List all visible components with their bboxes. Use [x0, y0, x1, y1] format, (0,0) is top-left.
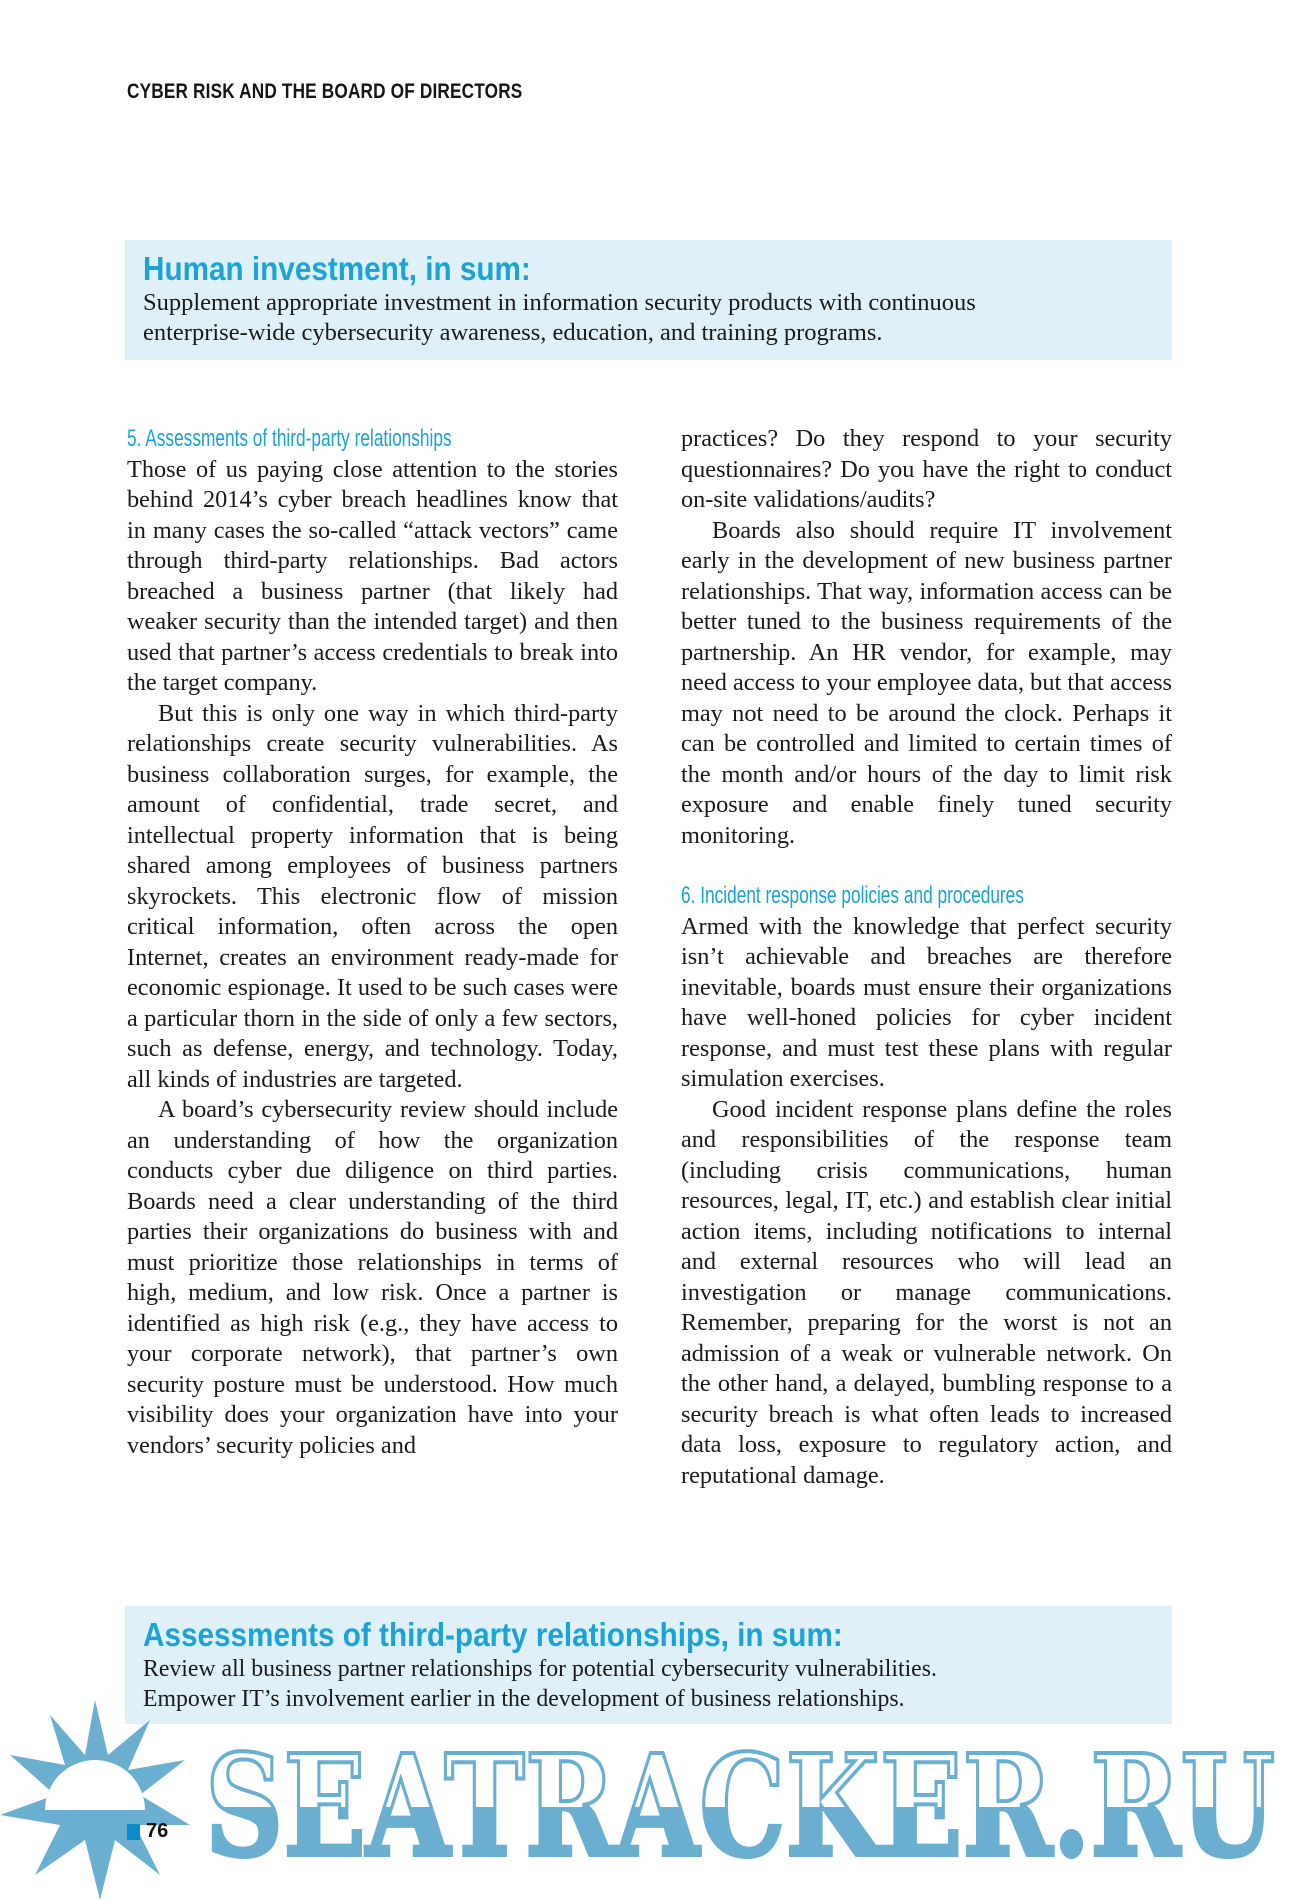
summary-line: enterprise-wide cybersecurity awareness, education, and training programs. [143, 319, 883, 346]
summary-box-title: Assessments of third-party relationships, in sum: [143, 1616, 843, 1653]
summary-line: Review all business partner relationships for potential cybersecurity vulnerabilities. [143, 1655, 937, 1682]
watermark-text: SEATRACKER.RU [205, 1725, 1275, 1889]
paragraph: practices? Do they respond to your security questionnaires? Do you have the right to conduct on-site validations/audits? [681, 425, 1172, 513]
paragraph: A board’s cybersecurity review should include an understanding of how the organization conducts cyber due diligence on third parties. Boards need a clear understanding of the third parties their organizations do business with and must prioritize those relationships in terms of high, medium, and low risk. Once a partner is identified as high risk (e.g., they have access to your corporate network), that partner’s own security posture must be understood. How much visibility does your organization have into your vendors’ security policies and [127, 1096, 618, 1459]
summary-line: Supplement appropriate investment in information security products with continuous [143, 289, 976, 316]
paragraph: But this is only one way in which third-party relationships create security vulnerabilities. As business collaboration surges, for example, the amount of confidential, trade secret, and intellectual property information that is being shared among employees of business partners skyrockets. This electronic flow of mission critical information, often across the open Internet, creates an environment ready-made for economic espionage. It used to be such cases were a particular thorn in the side of only a few sectors, such as defense, energy, and technology. Today, all kinds of industries are targeted. [127, 699, 618, 1093]
page-number-text: 76 [146, 1820, 169, 1842]
watermark-logo [0, 1700, 1300, 1900]
summary-box-human-investment [125, 240, 1172, 360]
paragraph: Boards also should require IT involvement early in the development of new business partner relationships. That way, information access can be better tuned to the business requirements of the partnership. An HR vendor, for example, may need access to your employee data, but that access may not need to be around the clock. Perhaps it can be controlled and limited to certain times of the month and/or hours of the day to limit risk exposure and enable finely tuned security monitoring. [681, 516, 1172, 849]
page-number [127, 1820, 168, 1843]
left-column [127, 424, 618, 1461]
section-heading-6: 6. Incident response policies and procedures [681, 882, 1024, 909]
page-marker-icon [127, 1824, 140, 1840]
paragraph: Armed with the knowledge that perfect security isn’t achievable and breaches are therefore inevitable, boards must ensure their organizations have well-honed policies for cyber incident response, and must test these plans with regular simulation exercises. [681, 912, 1172, 1092]
paragraph: Those of us paying close attention to the stories behind 2014’s cyber breach headlines know that in many cases the so-called “attack vectors” came through third-party relationships. Bad actors breached a business partner (that likely had weaker security than the intended target) and then used that partner’s access credentials to break into the target company. [127, 455, 618, 696]
section-heading-5: 5. Assessments of third-party relationships [127, 425, 452, 452]
right-column [681, 424, 1172, 1491]
running-head: CYBER RISK AND THE BOARD OF DIRECTORS [127, 80, 523, 103]
summary-line: Empower IT’s involvement earlier in the development of business relationships. [143, 1685, 905, 1712]
paragraph: Good incident response plans define the roles and responsibilities of the response team (including crisis communications, human resources, legal, IT, etc.) and establish clear initial action items, including notifications to internal and external resources who will lead an investigation or manage communications. Remember, preparing for the worst is not an admission of a weak or vulnerable network. On the other hand, a delayed, bumbling response to a security breach is what often leads to increased data loss, exposure to regulatory action, and reputational damage. [681, 1095, 1172, 1489]
summary-box-title: Human investment, in sum: [143, 250, 531, 287]
